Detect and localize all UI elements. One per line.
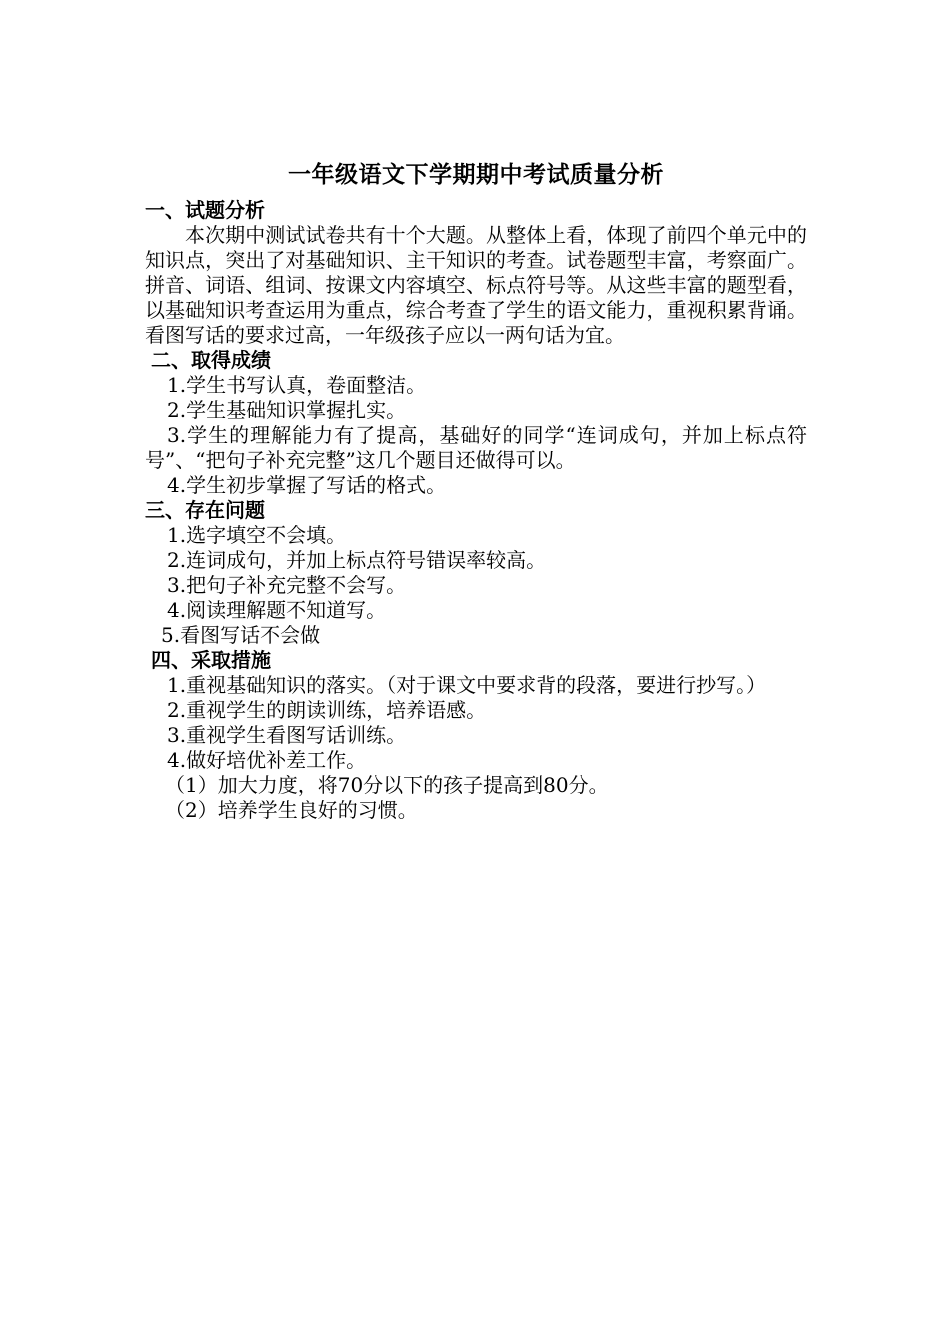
document-title: 一年级语文下学期期中考试质量分析 (288, 161, 664, 188)
section-measures (145, 648, 807, 823)
sub-list-item: （2）培养学生良好的习惯。 (165, 798, 418, 822)
list-item: 3.把句子补充完整不会写。 (167, 573, 407, 597)
list-item: 1.重视基础知识的落实。（对于课文中要求背的段落，要进行抄写。） (167, 673, 767, 697)
list-item: 1.选字填空不会填。 (167, 523, 347, 547)
list-item: 3.重视学生看图写话训练。 (167, 723, 407, 747)
list-item: 5.看图写话不会做 (161, 623, 321, 647)
list-item: 2.连词成句，并加上标点符号错误率较高。 (167, 548, 547, 572)
section-heading: 四、采取措施 (151, 648, 271, 672)
section-heading: 二、取得成绩 (151, 348, 271, 372)
section-analysis (145, 198, 807, 348)
section-problems (145, 498, 807, 648)
list-item: 4.学生初步掌握了写话的格式。 (167, 473, 447, 497)
list-item: 3.学生的理解能力有了提高，基础好的同学“连词成句，并加上标点符号”、“把句子补充完整”这几个题目还做得可以。 (145, 423, 807, 472)
list-item: 2.学生基础知识掌握扎实。 (167, 398, 407, 422)
list-item: 2.重视学生的朗读训练，培养语感。 (167, 698, 487, 722)
list-item: 4.做好培优补差工作。 (167, 748, 367, 772)
section-heading: 三、存在问题 (145, 498, 265, 522)
section-heading: 一、试题分析 (145, 198, 265, 222)
list-item: 1.学生书写认真，卷面整洁。 (167, 373, 427, 397)
section-achievements (145, 348, 807, 498)
list-item: 4.阅读理解题不知道写。 (167, 598, 387, 622)
sub-list-item: （1）加大力度，将70分以下的孩子提高到80分。 (165, 773, 609, 797)
document-page (145, 158, 807, 823)
section-paragraph: 本次期中测试试卷共有十个大题。从整体上看，体现了前四个单元中的知识点，突出了对基础知识、主干知识的考查。试卷题型丰富，考察面广。拼音、词语、组词、按课文内容填空、标点符号等。从这些丰富的题型看，以基础知识考查运用为重点，综合考查了学生的语文能力，重视积累背诵。看图写话的要求过高，一年级孩子应以一两句话为宜。 (145, 223, 807, 347)
